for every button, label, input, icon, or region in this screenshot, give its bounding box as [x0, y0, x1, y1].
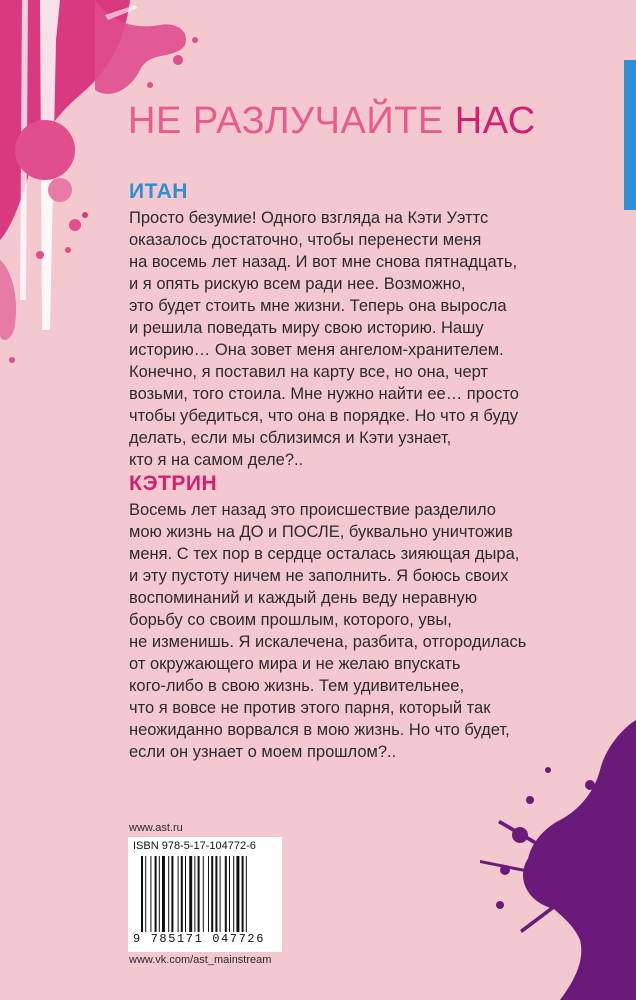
- barcode-stripe: [242, 856, 244, 932]
- barcode-stripe: [159, 856, 160, 932]
- barcode-icon: [141, 856, 275, 932]
- text-line: и эту пустоту ничем не заполнить. Я боюсь своих: [129, 567, 509, 585]
- text-line: что я вовсе не против этого парня, который так: [129, 699, 491, 717]
- text-line: если он узнает о моем прошлом?..: [129, 743, 397, 761]
- barcode-stripe: [233, 856, 234, 932]
- barcode-stripe: [229, 856, 230, 932]
- katrin-heading: КЭТРИН: [129, 472, 218, 495]
- barcode-stripe: [162, 856, 165, 932]
- title-part-1: НЕ РАЗЛУЧАЙТЕ: [128, 100, 444, 142]
- blue-edge-strip: [624, 60, 636, 210]
- barcode-stripe: [198, 856, 200, 932]
- text-line: возьми, того стоила. Мне нужно найти ее… просто: [129, 385, 519, 403]
- barcode-stripe: [246, 856, 247, 932]
- katrin-paragraph: [129, 499, 599, 763]
- text-line: кто я на самом деле?..: [129, 451, 304, 469]
- text-line: кого-либо в свою жизнь. Тем удивительнее,: [129, 677, 465, 695]
- text-line: и я опять рискую всем ради нее. Возможно,: [129, 275, 466, 293]
- text-line: и решила поведать миру свою историю. Нашу: [129, 319, 484, 337]
- ethan-paragraph: [129, 207, 599, 471]
- text-line: от окружающего мира и не желаю впускать: [129, 655, 461, 673]
- text-line: на восемь лет назад. И вот мне снова пятнадцать,: [129, 253, 518, 271]
- barcode-block: [128, 837, 282, 952]
- publisher-website: www.ast.ru: [129, 822, 183, 834]
- barcode-stripe: [203, 856, 204, 932]
- barcode-stripe: [189, 856, 192, 932]
- barcode-stripe: [181, 856, 183, 932]
- ethan-heading: ИТАН: [129, 180, 188, 203]
- isbn-text: ISBN 978-5-17-104772-6: [133, 840, 256, 852]
- text-line: делать, если мы сблизимся и Кэти узнает,: [129, 429, 452, 447]
- text-line: Восемь лет назад это происшествие разделило: [129, 501, 496, 519]
- barcode-stripe: [215, 856, 217, 932]
- title-part-2: НАС: [454, 100, 536, 142]
- barcode-stripe: [220, 856, 221, 932]
- book-title: [128, 100, 536, 143]
- text-line: оказалось достаточно, чтобы перенести меня: [129, 231, 482, 249]
- text-line: неожиданно ворвался в мою жизнь. Но что будет,: [129, 721, 510, 739]
- barcode-stripe: [194, 856, 195, 932]
- text-line: борьбу со своим прошлым, которого, увы,: [129, 611, 452, 629]
- text-line: Конечно, я поставил на карту все, но она, черт: [129, 363, 489, 381]
- text-line: меня. С тех пор в сердце осталась зияющая дыра,: [129, 545, 520, 563]
- barcode-stripe: [171, 856, 173, 932]
- barcode-stripe: [145, 856, 146, 932]
- text-line: Просто безумие! Одного взгляда на Кэти Уэттс: [129, 209, 489, 227]
- barcode-stripe: [178, 856, 179, 932]
- vk-link: www.vk.com/ast_mainstream: [129, 954, 272, 966]
- text-line: это будет стоить мне жизни. Теперь она выросла: [129, 297, 507, 315]
- text-line: воспоминаний и каждый день веду неравную: [129, 589, 478, 607]
- barcode-stripe: [185, 856, 186, 932]
- barcode-stripe: [211, 856, 213, 932]
- barcode-stripe: [225, 856, 227, 932]
- barcode-stripe: [155, 856, 157, 932]
- barcode-stripe: [168, 856, 169, 932]
- barcode-stripe: [141, 856, 143, 932]
- text-line: историю… Она зовет меня ангелом-хранителем.: [129, 341, 504, 359]
- barcode-stripe: [150, 856, 151, 932]
- text-line: не изменишь. Я искалечена, разбита, отгородилась: [129, 633, 527, 651]
- text-line: чтобы убедиться, что она в порядке. Но что я буду: [129, 407, 519, 425]
- barcode-stripe: [236, 856, 239, 932]
- barcode-digits: 9 785171 047726: [133, 932, 266, 946]
- barcode-stripe: [208, 856, 209, 932]
- text-line: мою жизнь на ДО и ПОСЛЕ, буквально уничтожив: [129, 523, 513, 541]
